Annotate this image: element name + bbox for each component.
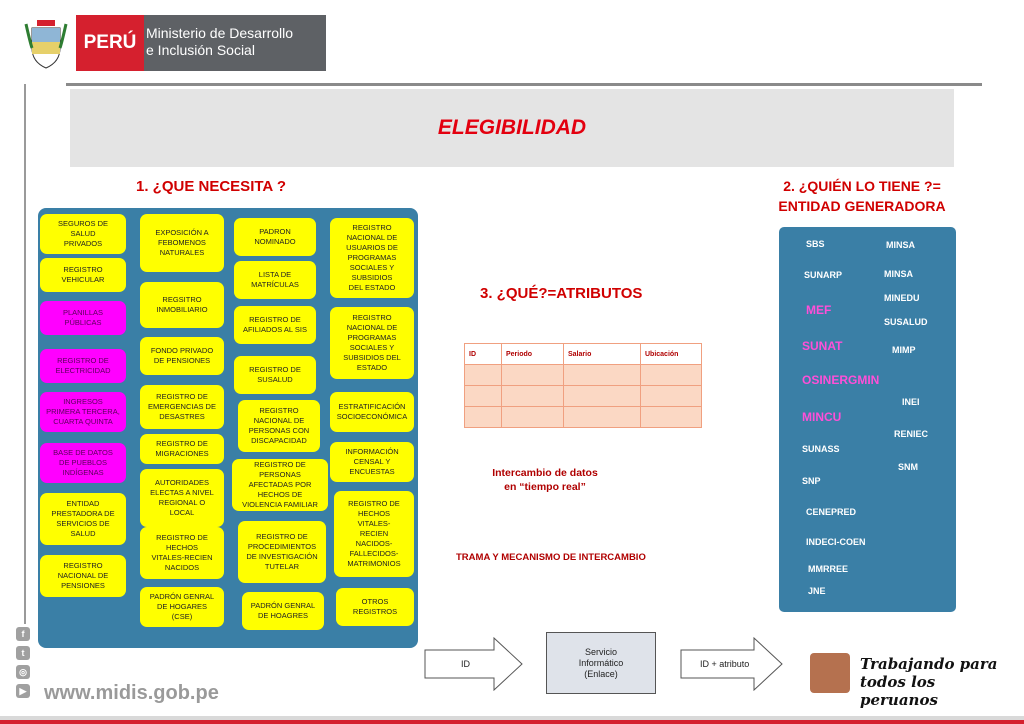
- entity-label: MEF: [806, 303, 832, 317]
- logo-country: PERÚ: [76, 15, 144, 71]
- attributes-cell: [502, 407, 564, 428]
- logo-ministry-name: Ministerio de Desarrollo e Inclusión Social: [146, 25, 294, 58]
- attributes-row: [465, 386, 702, 407]
- attributes-cell: [465, 365, 502, 386]
- need-card: PADRON NOMINADO: [234, 218, 316, 256]
- need-card: REGISTRO DE AFILIADOS AL SIS: [234, 306, 316, 344]
- person-photo: [810, 653, 850, 693]
- need-card: SEGUROS DE SALUD PRIVADOS: [40, 214, 126, 254]
- need-card: ESTRATIFICACIÓN SOCIOECONÓMICA: [330, 392, 414, 432]
- need-card: ENTIDAD PRESTADORA DE SERVICIOS DE SALUD: [40, 493, 126, 545]
- header-divider: [66, 83, 982, 86]
- need-card: PADRÓN GENRAL DE HOGARES (CSE): [140, 587, 224, 627]
- footer-accent-bar: [0, 720, 1024, 724]
- service-box: Servicio Informático (Enlace): [546, 632, 656, 694]
- need-card: EXPOSICIÓN A FEBOMENOS NATURALES: [140, 214, 224, 272]
- need-card: REGISTRO NACIONAL DE PENSIONES: [40, 555, 126, 597]
- need-card: REGISTRO NACIONAL DE USUARIOS DE PROGRAMAS SOCIALES Y SUBSIDIOS DEL ESTADO: [330, 218, 414, 298]
- need-card: PADRÓN GENRAL DE HOAGRES: [242, 592, 324, 630]
- entity-label: OSINERGMIN: [802, 373, 880, 387]
- attributes-cell: [502, 365, 564, 386]
- need-card: REGISTRO DE ELECTRICIDAD: [40, 349, 126, 383]
- entity-label: MMRREE: [808, 564, 848, 574]
- exchange-note: Intercambio de datos en “tiempo real”: [492, 467, 598, 493]
- entity-label: JNE: [808, 586, 826, 596]
- need-card: BASE DE DATOS DE PUEBLOS INDÍGENAS: [40, 443, 126, 483]
- need-card: REGISTRO DE HECHOS VITALES- RECIEN NACIDOS- FALLECIDOS- MATRIMONIOS: [334, 491, 414, 577]
- slogan: Trabajando para todos los peruanos: [860, 655, 998, 709]
- entity-label: RENIEC: [894, 429, 929, 439]
- entity-label: SUSALUD: [884, 317, 928, 327]
- entity-label: SBS: [806, 239, 825, 249]
- entity-label: MINSA: [886, 240, 915, 250]
- coat-of-arms-icon: [24, 18, 68, 70]
- need-card: REGISTRO VEHICULAR: [40, 258, 126, 292]
- attributes-row: [465, 365, 702, 386]
- section-2-heading: 2. ¿QUIÉN LO TIENE ?= ENTIDAD GENERADORA: [778, 178, 946, 214]
- attributes-header-cell: Ubicación: [641, 344, 702, 365]
- attributes-row: [465, 407, 702, 428]
- need-card: INFORMACIÓN CENSAL Y ENCUESTAS: [330, 442, 414, 482]
- section-1-heading: 1. ¿QUE NECESITA ?: [136, 178, 287, 195]
- needs-panel: [38, 208, 418, 648]
- left-divider: [24, 84, 26, 624]
- section-3-heading: 3. ¿QUÉ?=ATRIBUTOS: [480, 285, 643, 302]
- need-card: AUTORIDADES ELECTAS A NIVEL REGIONAL O LOCAL: [140, 469, 224, 527]
- need-card: INGRESOS PRIMERA TERCERA, CUARTA QUINTA: [40, 392, 126, 432]
- attributes-header-row: [465, 344, 702, 365]
- attributes-cell: [641, 386, 702, 407]
- attributes-cell: [564, 407, 641, 428]
- instagram-icon[interactable]: ◎: [16, 665, 30, 679]
- attributes-header-cell: ID: [465, 344, 502, 365]
- title-banner: [70, 89, 954, 167]
- need-card: REGISTRO NACIONAL DE PROGRAMAS SOCIALES Y SUBSIDIOS DEL ESTADO: [330, 307, 414, 379]
- entity-label: SUNASS: [802, 444, 840, 454]
- need-card: REGISTRO DE EMERGENCIAS DE DESASTRES: [140, 385, 224, 429]
- attributes-cell: [465, 407, 502, 428]
- entity-label: SNP: [802, 476, 821, 486]
- output-label: ID + atributo: [700, 659, 750, 669]
- need-card: REGISTRO NACIONAL DE PERSONAS CON DISCAPACIDAD: [238, 400, 320, 452]
- attributes-header-cell: Periodo: [502, 344, 564, 365]
- youtube-icon[interactable]: ▶: [16, 684, 30, 698]
- entity-label: MINCU: [802, 410, 842, 424]
- attributes-cell: [564, 365, 641, 386]
- entities-panel: [779, 227, 956, 612]
- need-card: REGISTRO DE MIGRACIONES: [140, 434, 224, 464]
- entity-label: CENEPRED: [806, 507, 857, 517]
- entity-label: SUNARP: [804, 270, 843, 280]
- entity-label: INEI: [902, 397, 920, 407]
- entity-label: SNM: [898, 462, 918, 472]
- entity-label: INDECI-COEN: [806, 537, 866, 547]
- attributes-cell: [564, 386, 641, 407]
- slide-title: ELEGIBILIDAD: [437, 116, 587, 139]
- attributes-cell: [641, 365, 702, 386]
- need-card: LISTA DE MATRÍCULAS: [234, 261, 316, 299]
- mechanism-note: TRAMA Y MECANISMO DE INTERCAMBIO: [456, 552, 646, 563]
- entity-label: MINSA: [884, 269, 913, 279]
- facebook-icon[interactable]: f: [16, 627, 30, 641]
- website-url[interactable]: www.midis.gob.pe: [44, 682, 219, 704]
- ministry-logo: [76, 15, 326, 71]
- need-card: OTROS REGISTROS: [336, 588, 414, 626]
- need-card: FONDO PRIVADO DE PENSIONES: [140, 337, 224, 375]
- twitter-icon[interactable]: t: [16, 646, 30, 660]
- entity-label: MINEDU: [884, 293, 920, 303]
- attributes-cell: [465, 386, 502, 407]
- need-card: REGISTRO DE PROCEDIMIENTOS DE INVESTIGACIÓN TUTELAR: [238, 521, 326, 583]
- need-card: REGISTRO DE PERSONAS AFECTADAS POR HECHOS DE VIOLENCIA FAMILIAR: [232, 459, 328, 511]
- entity-label: MIMP: [892, 345, 916, 355]
- attributes-cell: [641, 407, 702, 428]
- need-card: REGSITRO INMOBILIARIO: [140, 282, 224, 328]
- need-card: REGISTRO DE HECHOS VITALES-RECIEN NACIDOS: [140, 527, 224, 579]
- need-card: PLANILLAS PÚBLICAS: [40, 301, 126, 335]
- need-card: REGISTRO DE SUSALUD: [234, 356, 316, 394]
- entity-label: SUNAT: [802, 339, 843, 353]
- input-arrow-icon: [424, 637, 524, 691]
- attributes-table: [464, 343, 702, 428]
- input-label: ID: [461, 659, 470, 669]
- attributes-header-cell: Salario: [564, 344, 641, 365]
- attributes-cell: [502, 386, 564, 407]
